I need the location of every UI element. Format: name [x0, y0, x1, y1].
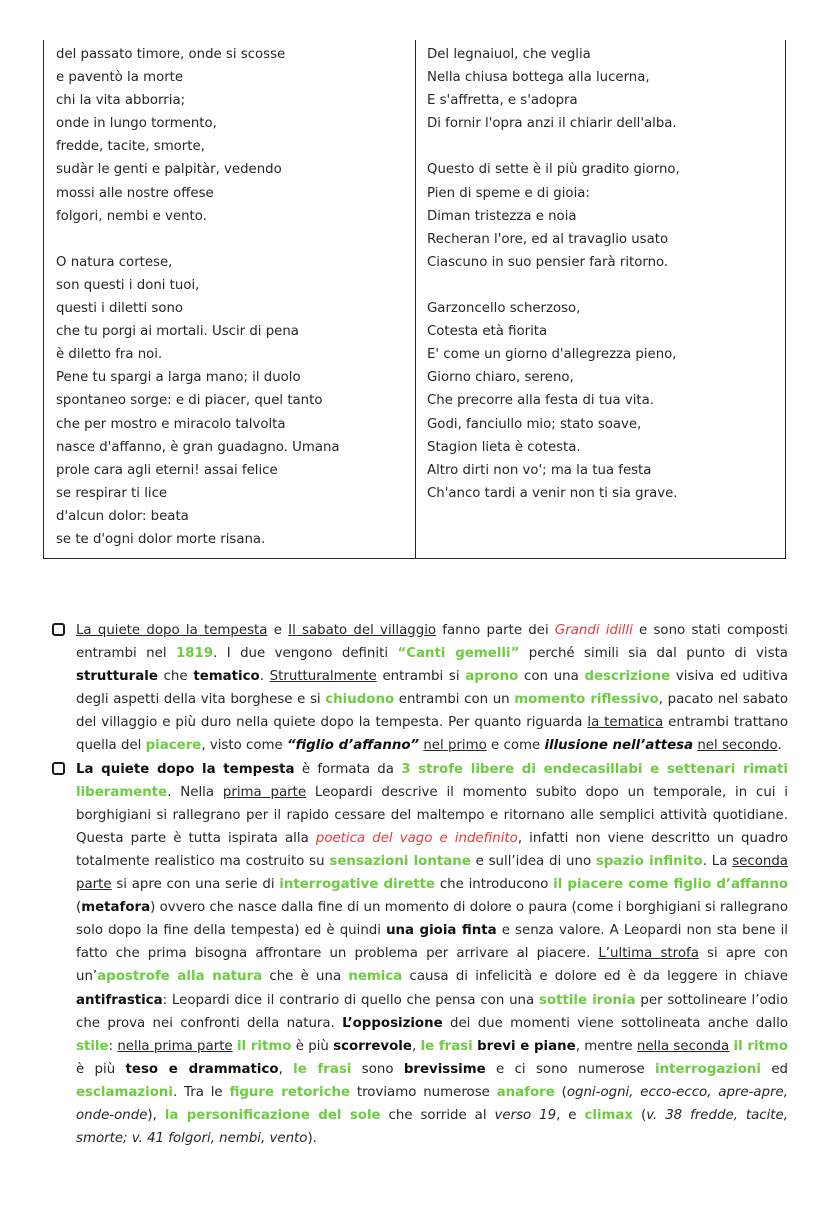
- highlight-g: interrogative dirette: [279, 877, 436, 893]
- text-run: perché simili sia dal punto di vista: [519, 646, 788, 662]
- poem-line: Garzoncello scherzoso,: [427, 301, 581, 317]
- highlight-g: piacere: [145, 738, 202, 754]
- highlight-g: spazio infinito: [595, 853, 703, 869]
- poem-line: che tu porgi ai mortali. Uscir di pena: [56, 324, 299, 340]
- checkbox-icon[interactable]: [52, 623, 65, 636]
- text-run: che è una: [262, 969, 349, 985]
- highlight-i: ogni-ogni, ecco-ecco, apre-apre, onde-onde: [76, 1084, 789, 1123]
- poem-line: Nella chiusa bottega alla lucerna,: [427, 70, 650, 86]
- poem-line: Ciascuno in suo pensier farà ritorno.: [427, 254, 669, 270]
- poem-line: che per mostro e miracolo talvolta: [56, 416, 286, 432]
- highlight-r: Grandi idilli: [554, 623, 633, 638]
- highlight-g: 3 strofe libere di endecasillabi e settenari rimati liberamente: [76, 761, 788, 800]
- highlight-b: una gioia finta: [386, 923, 497, 939]
- text-run: ).: [307, 1131, 317, 1147]
- note-item-quiete: [48, 758, 788, 1151]
- text-run: e sull’idea di uno: [470, 853, 596, 869]
- text-run: :: [108, 1038, 118, 1054]
- highlight-u: nella seconda: [636, 1038, 730, 1054]
- poem-line: Pien di speme e di gioia:: [427, 185, 590, 201]
- poem-line: sudàr le genti e palpitàr, vedendo: [56, 162, 282, 178]
- poem-line: [427, 274, 680, 297]
- text-run: (: [554, 1084, 567, 1100]
- highlight-g: climax: [584, 1107, 634, 1123]
- poem-line: è diletto fra noi.: [56, 347, 163, 363]
- highlight-g: anafore: [496, 1084, 555, 1100]
- highlight-g: interrogazioni: [655, 1061, 761, 1077]
- highlight-b: brevissime: [403, 1061, 486, 1077]
- poem-line: folgori, nembi e vento.: [56, 208, 207, 224]
- text-run: , pacato nel sabato del villaggio e più duro nella quiete dopo la tempesta. Per quanto riguarda: [76, 692, 788, 731]
- poem-line: se te d'ogni dolor morte risana.: [56, 531, 266, 547]
- poem-line: fredde, tacite, smorte,: [56, 139, 205, 155]
- highlight-i: verso 19: [494, 1107, 557, 1123]
- text-run: è più: [291, 1038, 334, 1054]
- poem-line: Cotesta età fiorita: [427, 324, 548, 340]
- column-divider: [415, 40, 416, 558]
- highlight-b: tematico: [193, 669, 260, 685]
- text-run: . La: [702, 853, 733, 869]
- poem-line: Giorno chiaro, sereno,: [427, 370, 574, 386]
- poem-column-left: [56, 43, 340, 551]
- text-run: , e: [556, 1107, 585, 1123]
- poem-line: e paventò la morte: [56, 70, 184, 86]
- poem-line: chi la vita abborria;: [56, 93, 186, 109]
- poem-line: prole cara agli eterni! assai felice: [56, 462, 278, 478]
- poem-line: Diman tristezza e noia: [427, 208, 577, 224]
- poem-line: mossi alle nostre offese: [56, 185, 214, 201]
- poem-line: Di fornir l'opra anzi il chiarir dell'alba.: [427, 116, 677, 132]
- highlight-b: metafora: [81, 900, 151, 916]
- poem-line: Altro dirti non vo'; ma la tua festa: [427, 462, 652, 478]
- text-run: fanno parte dei: [436, 623, 555, 638]
- highlight-b: teso e drammatico: [125, 1061, 279, 1077]
- text-run: si apre con una serie di: [111, 877, 280, 893]
- text-run: entrambi si: [376, 669, 466, 685]
- text-run: che sorride al: [380, 1107, 495, 1123]
- checkbox-icon[interactable]: [52, 762, 65, 775]
- text-run: . Tra le: [172, 1084, 230, 1100]
- highlight-b: L’opposizione: [342, 1015, 443, 1031]
- poem-line: Ch'anco tardi a venir non ti sia grave.: [427, 485, 678, 501]
- highlight-g: il ritmo: [733, 1038, 788, 1054]
- note-text: [76, 762, 788, 1147]
- highlight-u: Strutturalmente: [269, 669, 377, 685]
- poem-table: [43, 40, 786, 559]
- poem-line: E' come un giorno d'allegrezza pieno,: [427, 347, 677, 363]
- note-text: [76, 623, 788, 753]
- text-run: è formata da: [294, 761, 402, 777]
- text-run: ) ovvero che nasce dalla fine di un momento di dolore o paura (come i borghigiani si rallegrano solo dopo la fine della tempesta) ed è quindi: [76, 900, 788, 939]
- poem-line: nasce d'affanno, è gran guadagno. Umana: [56, 439, 340, 455]
- highlight-g: il piacere come figlio d’affanno: [553, 877, 788, 893]
- text-run: che introducono: [435, 877, 554, 893]
- highlight-b: strutturale: [76, 669, 158, 685]
- highlight-g: 1819: [175, 646, 214, 662]
- poem-line: Godi, fanciullo mio; stato soave,: [427, 416, 642, 432]
- highlight-g: le frasi: [420, 1038, 473, 1054]
- text-run: dei due momenti viene sottolineata anche dallo: [442, 1015, 788, 1031]
- poem-line: d'alcun dolor: beata: [56, 508, 189, 524]
- text-run: .: [777, 738, 782, 754]
- highlight-bi: illusione nell’attesa: [544, 738, 694, 754]
- text-run: ed: [760, 1061, 788, 1077]
- text-run: con una: [518, 669, 585, 685]
- highlight-b: brevi e piane: [477, 1038, 576, 1054]
- highlight-g: chiudono: [325, 692, 395, 708]
- highlight-u: La quiete dopo la tempesta: [76, 623, 268, 638]
- poem-line: O natura cortese,: [56, 254, 173, 270]
- poem-line: questi i diletti sono: [56, 301, 184, 317]
- text-run: sono: [351, 1061, 404, 1077]
- text-run: ,: [278, 1061, 294, 1077]
- poem-line: [427, 135, 680, 158]
- highlight-u: Il sabato del villaggio: [288, 623, 437, 638]
- highlight-g: il ritmo: [236, 1038, 292, 1054]
- highlight-bi: “figlio d’affanno”: [286, 738, 420, 754]
- highlight-u: seconda parte: [76, 853, 788, 893]
- poem-line: se respirar ti lice: [56, 485, 168, 501]
- text-run: . I due vengono definiti: [213, 646, 398, 662]
- text-run: ,: [411, 1038, 421, 1054]
- highlight-g: “Canti gemelli”: [397, 646, 520, 662]
- highlight-b: La quiete dopo la tempesta: [76, 761, 295, 777]
- highlight-g: apostrofe alla natura: [97, 969, 263, 985]
- highlight-g: momento riflessivo: [514, 692, 659, 708]
- highlight-r: poetica del vago e indefinito: [315, 830, 518, 846]
- poem-line: Del legnaiuol, che veglia: [427, 47, 591, 62]
- poem-line: del passato timore, onde si scosse: [56, 47, 286, 62]
- notes-list: [48, 619, 788, 1150]
- text-run: entrambi trattano quella del: [76, 715, 788, 754]
- highlight-u: nel primo: [423, 738, 487, 754]
- text-run: visiva ed uditiva degli aspetti della vita borghese e si: [76, 669, 789, 708]
- highlight-u: L’ultima strofa: [598, 946, 699, 962]
- text-run: e: [267, 623, 289, 638]
- poem-line: Che precorre alla festa di tua vita.: [427, 393, 654, 409]
- poem-column-right: [427, 43, 680, 505]
- text-run: . Nella: [167, 784, 223, 800]
- text-run: e sono stati composti entrambi nel: [76, 623, 788, 662]
- highlight-g: la personificazione del sole: [164, 1107, 381, 1123]
- text-run: e ci sono numerose: [485, 1061, 656, 1077]
- highlight-u: nel secondo: [697, 738, 778, 754]
- text-run: : Leopardi dice il contrario di quello che pensa con una: [162, 992, 539, 1008]
- text-run: (: [633, 1107, 647, 1123]
- text-run: ),: [147, 1107, 165, 1123]
- highlight-g: sensazioni lontane: [329, 853, 471, 869]
- text-run: (: [76, 900, 82, 916]
- text-run: troviamo numerose: [350, 1084, 497, 1100]
- note-item-idilli: [48, 619, 788, 758]
- text-run: , infatti non viene descritto un quadro totalmente realistico ma costruito su: [76, 830, 788, 869]
- highlight-b: scorrevole: [333, 1038, 412, 1054]
- text-run: si apre con un’: [76, 946, 788, 985]
- text-run: causa di infelicità e dolore ed è da leggere in chiave: [402, 969, 788, 985]
- text-run: , mentre: [575, 1038, 637, 1054]
- highlight-u: prima parte: [222, 784, 307, 800]
- poem-line: spontaneo sorge: e di piacer, quel tanto: [56, 393, 323, 409]
- highlight-i: v. 38 fredde, tacite, smorte; v. 41 folgori, nembi, vento: [76, 1107, 788, 1147]
- text-run: entrambi con un: [394, 692, 515, 708]
- text-run: è più: [76, 1061, 126, 1077]
- highlight-g: figure retoriche: [229, 1084, 351, 1100]
- text-run: e come: [486, 738, 545, 754]
- highlight-g: sottile ironia: [538, 992, 636, 1008]
- poem-line: Recheran l'ore, ed al travaglio usato: [427, 231, 669, 247]
- poem-line: onde in lungo tormento,: [56, 116, 217, 132]
- poem-line: Questo di sette è il più gradito giorno,: [427, 162, 680, 178]
- text-run: , visto come: [201, 738, 287, 754]
- highlight-u: nella prima parte: [117, 1038, 233, 1054]
- highlight-g: le frasi: [293, 1061, 352, 1077]
- highlight-g: stile: [76, 1038, 109, 1054]
- highlight-g: descrizione: [584, 669, 671, 685]
- text-run: .: [259, 669, 270, 685]
- poem-line: son questi i doni tuoi,: [56, 277, 200, 293]
- text-run: che: [157, 669, 194, 685]
- highlight-g: esclamazioni: [76, 1084, 173, 1100]
- poem-line: Pene tu spargi a larga mano; il duolo: [56, 370, 301, 386]
- highlight-b: antifrastica: [76, 992, 163, 1008]
- highlight-g: aprono: [465, 669, 519, 685]
- highlight-u: la tematica: [587, 715, 664, 731]
- highlight-g: nemica: [348, 969, 403, 985]
- poem-line: [56, 228, 340, 251]
- text-run: Leopardi descrive il momento subito dopo un temporale, in cui i borghigiani si rallegrano per il rapido cessare del maltempo e ritornano alle semplici attività quotidiane. Questa parte è tutta ispirata alla: [76, 784, 789, 846]
- poem-line: Stagion lieta è cotesta.: [427, 439, 581, 455]
- text-run: per sottolineare l’odio che prova nei confronti della natura.: [76, 992, 788, 1031]
- text-run: e senza valore. A Leopardi non sta bene il fatto che prima bisogna affrontare un problema per arrivare al piacere.: [76, 923, 788, 962]
- poem-line: E s'affretta, e s'adopra: [427, 93, 578, 109]
